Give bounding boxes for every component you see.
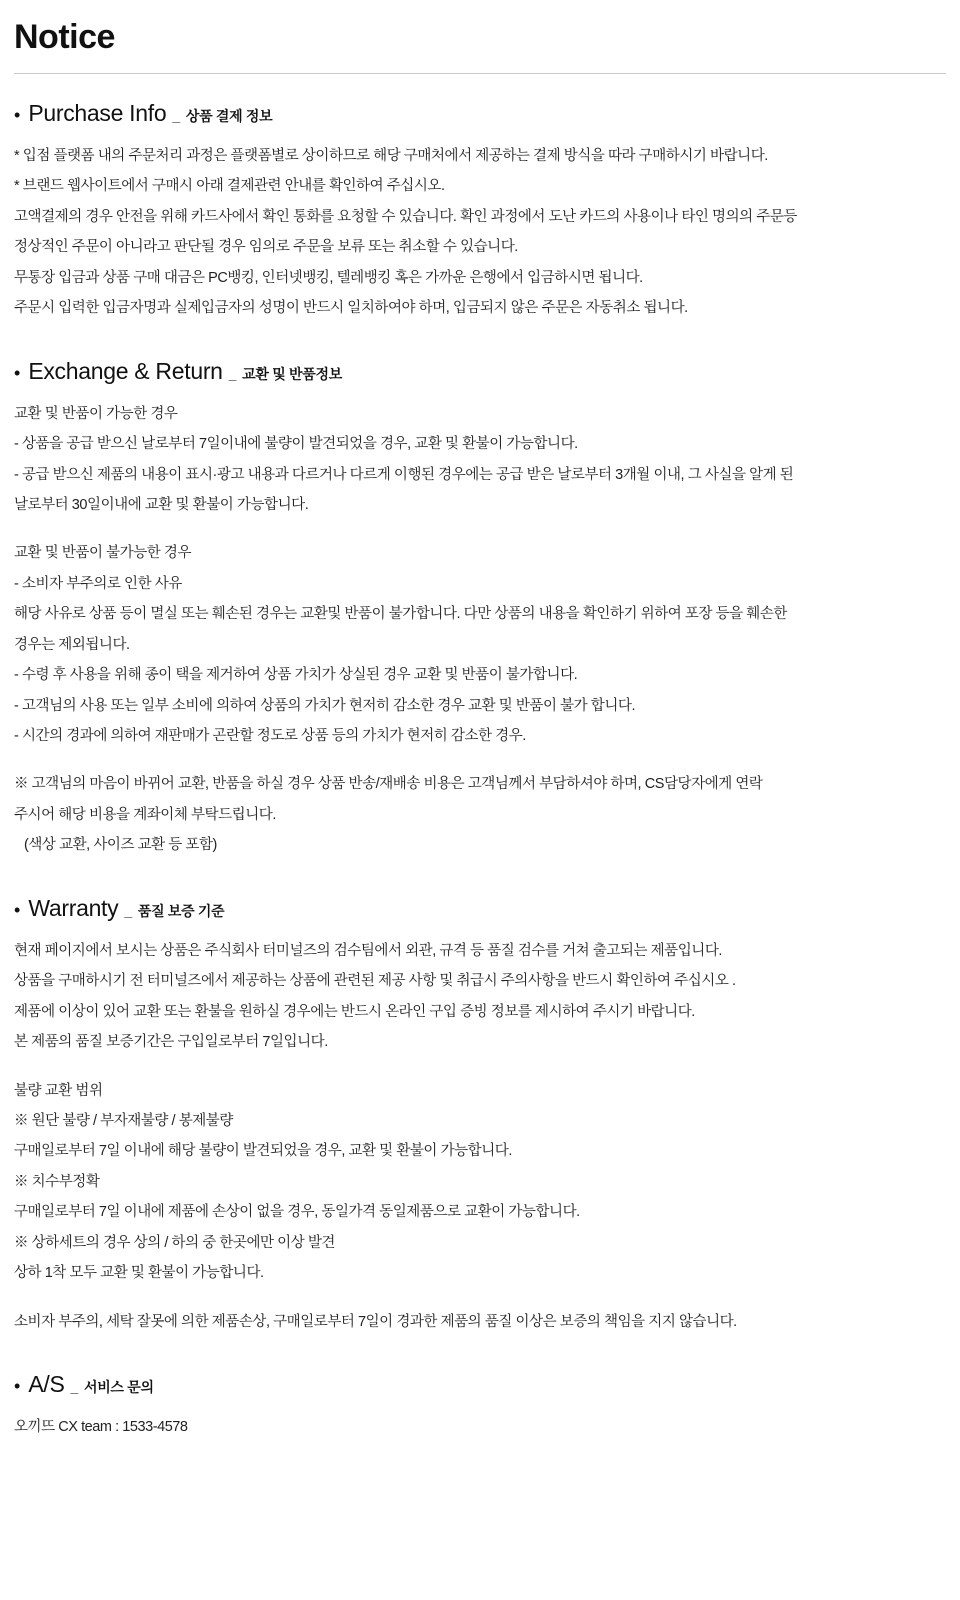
- section-title-kr: 서비스 문의: [83, 1379, 154, 1395]
- text-line: 구매일로부터 7일 이내에 해당 불량이 발견되었을 경우, 교환 및 환불이 가능합니다.: [14, 1143, 512, 1160]
- section-body: [14, 936, 946, 1337]
- text-line: - 시간의 경과에 의하여 재판매가 곤란할 정도로 상품 등의 가치가 현저히 감소한 경우.: [14, 728, 526, 744]
- section-title-en: Warranty: [28, 894, 119, 921]
- paragraph-spacer: [14, 751, 946, 769]
- text-line: 상품을 구매하시기 전 터미널즈에서 제공하는 상품에 관련된 제공 사항 및 취급시 주의사항을 반드시 확인하여 주십시오 .: [14, 973, 736, 990]
- section-heading: [14, 358, 946, 385]
- text-line: 불량 교환 범위: [14, 1082, 103, 1099]
- section-title-kr: 품질 보증 기준: [137, 902, 225, 919]
- section-warranty: [14, 895, 946, 1337]
- text-line: 본 제품의 품질 보증기간은 구입일로부터 7일입니다.: [14, 1034, 328, 1051]
- text-line: - 고객님의 사용 또는 일부 소비에 의하여 상품의 가치가 현저히 감소한 경우 교환 및 반품이 불가 합니다.: [14, 697, 636, 714]
- bullet-dot-icon: •: [14, 362, 21, 383]
- text-line: 주문시 입력한 입금자명과 실제입금자의 성명이 반드시 일치하여야 하며, 입금되지 않은 주문은 자동취소 됩니다.: [14, 300, 688, 317]
- notice-sections: [14, 100, 946, 1442]
- section-heading: [14, 895, 946, 922]
- text-line: 소비자 부주의, 세탁 잘못에 의한 제품손상, 구매일로부터 7일이 경과한 제품의 품질 이상은 보증의 책임을 지지 않습니다.: [14, 1313, 737, 1330]
- title-divider: [14, 73, 946, 74]
- text-line: * 브랜드 웹사이트에서 구매시 아래 결제관련 안내를 확인하여 주십시오.: [14, 178, 445, 195]
- text-line: - 공급 받으신 제품의 내용이 표시·광고 내용과 다르거나 다르게 이행된 경우에는 공급 받은 날로부터 3개월 이내, 그 사실을 알게 된: [14, 466, 794, 483]
- section-title-separator: _: [228, 365, 237, 382]
- text-line: 제품에 이상이 있어 교환 또는 환불을 원하실 경우에는 반드시 온라인 구입 증빙 정보를 제시하여 주시기 바랍니다.: [14, 1003, 695, 1020]
- text-line: 교환 및 반품이 가능한 경우: [14, 405, 178, 422]
- text-line: 상하 1착 모두 교환 및 환불이 가능합니다.: [14, 1265, 264, 1282]
- section-title-separator: _: [70, 1379, 78, 1395]
- text-line: 오끼뜨 CX team : 1533-4578: [14, 1419, 188, 1435]
- section-title-en: Purchase Info: [28, 100, 167, 126]
- bullet-dot-icon: •: [14, 1376, 21, 1396]
- text-line: 경우는 제외됩니다.: [14, 636, 130, 653]
- text-line: 구매일로부터 7일 이내에 제품에 손상이 없을 경우, 동일가격 동일제품으로 교환이 가능합니다.: [14, 1204, 580, 1221]
- bullet-dot-icon: •: [14, 105, 21, 125]
- text-line: ※ 원단 불량 / 부자재불량 / 봉제불량: [14, 1112, 233, 1129]
- text-line: 무통장 입금과 상품 구매 대금은 PC뱅킹, 인터넷뱅킹, 텔레뱅킹 혹은 가까운 은행에서 입금하시면 됩니다.: [14, 269, 643, 286]
- text-line: 날로부터 30일이내에 교환 및 환불이 가능합니다.: [14, 496, 309, 513]
- text-line: 현재 페이지에서 보시는 상품은 주식회사 터미널즈의 검수팀에서 외관, 규격 등 품질 검수를 거쳐 출고되는 제품입니다.: [14, 942, 722, 959]
- page-title: Notice: [14, 18, 115, 56]
- text-line: 주시어 해당 비용을 계좌이체 부탁드립니다.: [14, 806, 276, 823]
- section-as: [14, 1371, 946, 1442]
- section-title-kr: 교환 및 반품정보: [242, 365, 342, 382]
- paragraph-spacer: [14, 1058, 946, 1076]
- section-exchange-return: [14, 358, 946, 861]
- section-title-kr: 상품 결제 정보: [185, 108, 273, 124]
- section-body: [14, 141, 946, 324]
- text-line: - 상품을 공급 받으신 날로부터 7일이내에 불량이 발견되었을 경우, 교환 및 환불이 가능합니다.: [14, 436, 578, 453]
- text-line: ※ 치수부정확: [14, 1173, 100, 1190]
- paragraph-spacer: [14, 1289, 946, 1307]
- bullet-dot-icon: •: [14, 899, 21, 920]
- text-line: 교환 및 반품이 불가능한 경우: [14, 545, 191, 562]
- text-line: * 입점 플랫폼 내의 주문처리 과정은 플랫폼별로 상이하므로 해당 구매처에서 제공하는 결제 방식을 따라 구매하시기 바랍니다.: [14, 148, 768, 164]
- section-title-en: Exchange & Return: [28, 357, 223, 384]
- text-line: 고액결제의 경우 안전을 위해 카드사에서 확인 통화를 요청할 수 있습니다. 확인 과정에서 도난 카드의 사용이나 타인 명의의 주문등: [14, 208, 797, 225]
- text-line: - 소비자 부주의로 인한 사유: [14, 575, 182, 592]
- section-purchase-info: [14, 100, 946, 324]
- section-title-separator: _: [172, 108, 180, 124]
- section-heading: [14, 100, 946, 127]
- text-line: 정상적인 주문이 아니라고 판단될 경우 임의로 주문을 보류 또는 취소할 수 있습니다.: [14, 239, 518, 256]
- text-line: - 수령 후 사용을 위해 종이 택을 제거하여 상품 가치가 상실된 경우 교환 및 반품이 불가합니다.: [14, 667, 578, 684]
- section-heading: [14, 1371, 946, 1398]
- section-body: [14, 1412, 946, 1442]
- text-line: (색상 교환, 사이즈 교환 등 포함): [24, 837, 217, 854]
- section-body: [14, 399, 946, 861]
- section-title-en: A/S: [28, 1371, 65, 1397]
- text-line: ※ 고객님의 마음이 바뀌어 교환, 반품을 하실 경우 상품 반송/재배송 비용은 고객님께서 부담하셔야 하며, CS담당자에게 연락: [14, 776, 763, 793]
- text-line: ※ 상하세트의 경우 상의 / 하의 중 한곳에만 이상 발견: [14, 1234, 335, 1251]
- section-title-separator: _: [124, 902, 132, 919]
- paragraph-spacer: [14, 520, 946, 538]
- text-line: 해당 사유로 상품 등이 멸실 또는 훼손된 경우는 교환및 반품이 불가합니다. 다만 상품의 내용을 확인하기 위하여 포장 등을 훼손한: [14, 606, 787, 623]
